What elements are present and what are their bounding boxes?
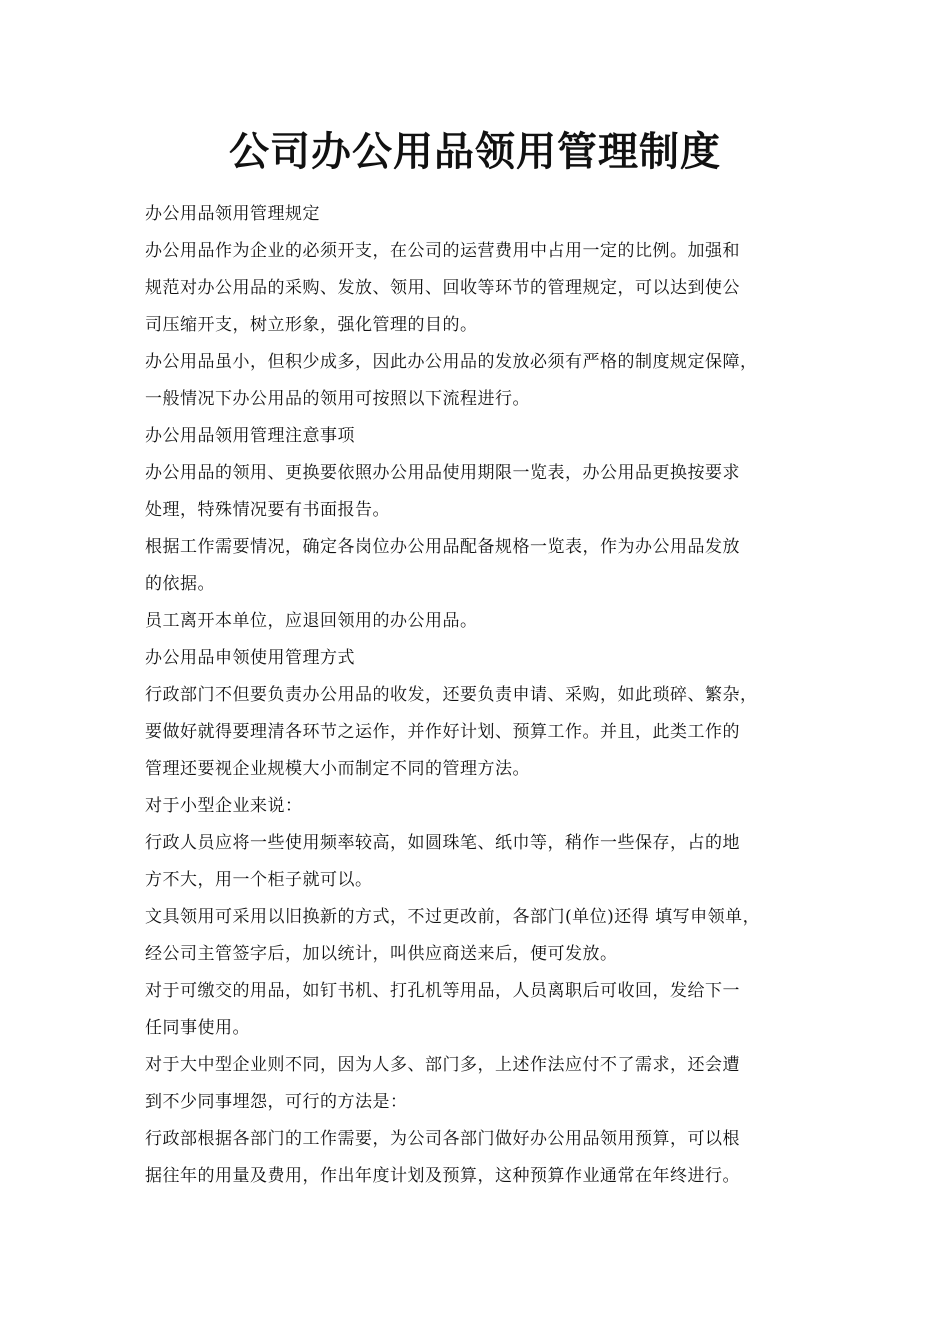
paragraph: 行政人员应将一些使用频率较高，如圆珠笔、纸巾等，稍作一些保存，占的地 方不大，用一个柜子就可以。 xyxy=(145,833,740,890)
paragraph: 对于可缴交的用品，如钉书机、打孔机等用品，人员离职后可收回，发给下一 任同事使用。 xyxy=(145,981,740,1038)
paragraph: 根据工作需要情况，确定各岗位办公用品配备规格一览表，作为办公用品发放 的依据。 xyxy=(145,537,740,594)
paragraph: 办公用品作为企业的必须开支，在公司的运营费用中占用一定的比例。加强和 规范对办公用品的采购、发放、领用、回收等环节的管理规定，可以达到使公 司压缩开支，树立形象，强化管理的目的。 xyxy=(145,241,740,335)
paragraph: 对于大中型企业则不同，因为人多、部门多，上述作法应付不了需求，还会遭 到不少同事埋怨，可行的方法是： xyxy=(145,1055,740,1112)
paragraph: 对于小型企业来说： xyxy=(145,796,303,816)
document-title: 公司办公用品领用管理制度 xyxy=(229,129,721,175)
paragraph: 行政部门不但要负责办公用品的收发，还要负责申请、采购，如此琐碎、繁杂， 要做好就得要理清各环节之运作，并作好计划、预算工作。并且，此类工作的 管理还要视企业规模大小而制定不同的管理方法。 xyxy=(145,685,758,779)
paragraph: 办公用品虽小，但积少成多，因此办公用品的发放必须有严格的制度规定保障， 一般情况下办公用品的领用可按照以下流程进行。 xyxy=(145,352,758,409)
paragraph: 员工离开本单位，应退回领用的办公用品。 xyxy=(145,611,478,631)
paragraph: 行政部根据各部门的工作需要，为公司各部门做好办公用品领用预算，可以根 据往年的用量及费用，作出年度计划及预算，这种预算作业通常在年终进行。 xyxy=(145,1129,740,1186)
paragraph-section-heading: 办公用品领用管理注意事项 xyxy=(145,426,355,446)
paragraph-section-heading: 办公用品领用管理规定 xyxy=(145,204,320,224)
paragraph-section-heading: 办公用品申领使用管理方式 xyxy=(145,648,355,668)
paragraph: 办公用品的领用、更换要依照办公用品使用期限一览表，办公用品更换按要求 处理，特殊情况要有书面报告。 xyxy=(145,463,740,520)
document-body xyxy=(145,196,815,1195)
paragraph: 文具领用可采用以旧换新的方式，不过更改前，各部门(单位)还得 填写申领单， 经公司主管签字后，加以统计，叫供应商送来后，便可发放。 xyxy=(145,907,761,964)
